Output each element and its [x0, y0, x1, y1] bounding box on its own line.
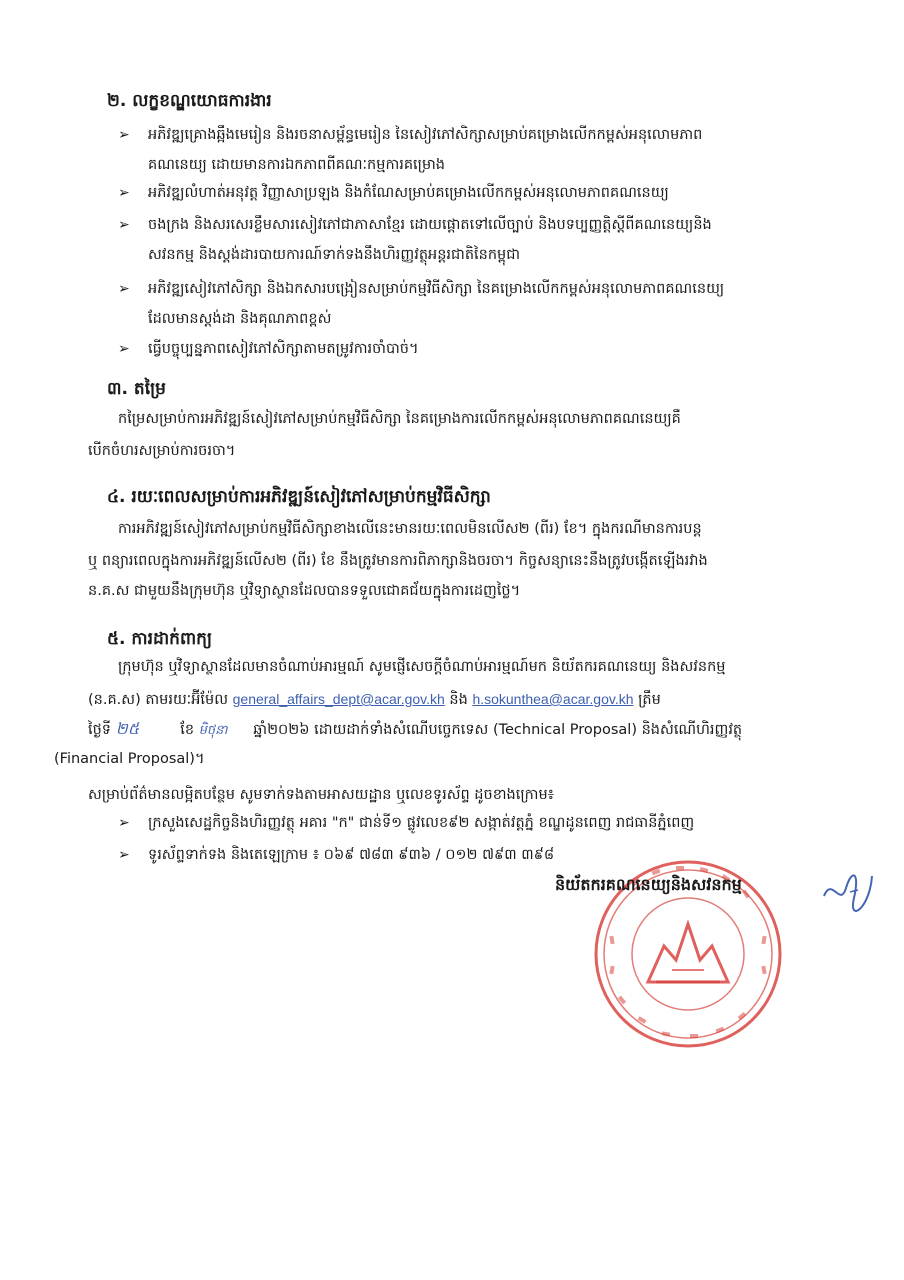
paragraph-text: ត្រឹម	[638, 692, 661, 708]
arrow-bullet-icon: ➢	[118, 217, 130, 233]
section-5-date-line	[88, 714, 858, 746]
list-item	[118, 120, 858, 180]
bullet-line: អភិវឌ្ឍសៀវភៅសិក្សា និងឯកសារបង្រៀនសម្រាប់កម្មវិធីសិក្សា នៃគម្រោងលើកកម្ពស់អនុលោមភាពគណនេយ្យ	[148, 281, 725, 297]
list-item	[118, 334, 858, 364]
arrow-bullet-icon: ➢	[118, 127, 130, 143]
list-item	[118, 274, 858, 334]
paragraph-text: ថ្ងៃទី	[88, 722, 112, 738]
bullet-line: ចងក្រង និងសរសេរខ្លឹមសារសៀវភៅជាភាសាខ្មែរ ដោយផ្តោតទៅលើច្បាប់ និងបទប្បញ្ញត្តិស្តីពីគណនេយ្យនិង	[148, 217, 712, 233]
paragraph-text: និង	[449, 692, 468, 708]
bullet-line: ដែលមានស្តង់ដា និងគុណភាពខ្ពស់	[148, 311, 332, 327]
arrow-bullet-icon: ➢	[118, 281, 130, 297]
paragraph-line: ន.គ.ស ជាមួយនឹងក្រុមហ៊ុន ឬវិទ្យាស្ថានដែលបានទទួលជោគជ័យក្នុងការដេញថ្លៃ។	[88, 583, 521, 599]
email-link-sokunthea[interactable]: h.sokunthea@acar.gov.kh	[472, 691, 634, 707]
section-5-paragraph	[118, 652, 868, 682]
section-4-paragraph	[118, 514, 868, 544]
paragraph-text: ឆ្នាំ២០២៦ ដោយដាក់ទាំងសំណើបច្ចេកទេស (Technical Proposal) និងសំណើហិរញ្ញវត្ថុ	[253, 722, 743, 738]
section-5-email-line	[88, 684, 858, 715]
paragraph-text: (Financial Proposal)។	[54, 751, 205, 767]
section-5-heading: ៥. ការដាក់ពាក្យ	[107, 629, 213, 649]
signatory-title: និយ័តករគណនេយ្យនិងសវនកម្ម	[555, 875, 742, 894]
arrow-bullet-icon: ➢	[118, 341, 130, 357]
section-3-paragraph	[118, 404, 868, 434]
paragraph-line: កម្រៃសម្រាប់ការអភិវឌ្ឍន៍សៀវភៅសម្រាប់កម្មវិធីសិក្សា នៃគម្រោងការលើកកម្ពស់អនុលោមភាពគណនេយ្យគឺ	[118, 411, 681, 427]
handwritten-day: ២៥	[115, 719, 140, 738]
bullet-line: សវនកម្ម និងស្តង់ដារបាយការណ៍ទាក់ទងនឹងហិរញ្ញវត្ថុអន្តរជាតិនៃកម្ពុជា	[148, 247, 521, 263]
section-3-paragraph-cont	[88, 436, 838, 466]
paragraph-line: បើកចំហរសម្រាប់ការចរចា។	[88, 443, 236, 459]
list-item	[118, 210, 858, 270]
arrow-bullet-icon: ➢	[118, 847, 130, 863]
handwritten-month: មិថុនា	[198, 723, 228, 738]
handwritten-signature-icon	[820, 868, 876, 912]
arrow-bullet-icon: ➢	[118, 815, 130, 831]
section-5-financial-line	[54, 744, 804, 774]
section-2-heading: ២. លក្ខខណ្ឌយោធការងារ	[107, 91, 272, 111]
paragraph-line: ក្រុមហ៊ុន ឬវិទ្យាស្ថានដែលមានចំណាប់អារម្មណ៍ សូមផ្ញើសេចក្តីចំណាប់អារម្មណ៍មក និយ័តករគណនេយ្យ និងសវនកម្ម	[118, 659, 726, 675]
email-link-general-affairs[interactable]: general_affairs_dept@acar.gov.kh	[232, 691, 445, 707]
section-4-heading: ៤. រយៈពេលសម្រាប់ការអភិវឌ្ឍន៍សៀវភៅសម្រាប់កម្មវិធីសិក្សា	[107, 487, 491, 507]
paragraph-text: (ន.គ.ស) តាមរយៈអ៊ីម៉ែល	[88, 692, 229, 708]
section-4-paragraph-cont	[88, 546, 858, 606]
bullet-line: គណនេយ្យ ដោយមានការឯកភាពពីគណៈកម្មការគម្រោង	[148, 157, 445, 173]
paragraph-text: ខែ	[180, 722, 195, 738]
list-item	[118, 808, 858, 838]
paragraph-text: សម្រាប់ព័ត៌មានលម្អិតបន្ថែម សូមទាក់ទងតាមអាសយដ្ឋាន ឬលេខទូរស័ព្ទ ដូចខាងក្រោម៖	[88, 787, 555, 803]
section-3-heading: ៣. តម្រៃ	[107, 379, 166, 399]
arrow-bullet-icon: ➢	[118, 185, 130, 201]
paragraph-line: ឬ ពន្យារពេលក្នុងការអភិវឌ្ឍន៍លើស២ (ពីរ) ខែ នឹងត្រូវមានការពិភាក្សានិងចរចា។ កិច្ចសន្យានេះនឹងត្រូវបង្កើតឡើងរវាង	[88, 553, 708, 569]
contact-address: ក្រសួងសេដ្ឋកិច្ចនិងហិរញ្ញវត្ថុ អគារ "ក" ជាន់ទី១ ផ្លូវលេខ៩២ សង្កាត់វត្តភ្នំ ខណ្ឌដូនពេញ រាជធានីភ្នំពេញ	[148, 815, 695, 831]
list-item	[118, 178, 858, 208]
contact-intro	[88, 780, 838, 810]
paragraph-line: ការអភិវឌ្ឍន៍សៀវភៅសម្រាប់កម្មវិធីសិក្សាខាងលើនេះមានរយៈពេលមិនលើស២ (ពីរ) ខែ។ ក្នុងករណីមានការបន្ត	[118, 521, 702, 537]
bullet-line: អភិវឌ្ឍគ្រោងឆ្អឹងមេរៀន និងរចនាសម្ព័ន្ធមេរៀន នៃសៀវភៅសិក្សាសម្រាប់គម្រោងលើកកម្ពស់អនុលោមភាព	[148, 127, 703, 143]
contact-phone: ទូរស័ព្ទទាក់ទង និងតេឡេក្រាម ៖ ០៦៩ ៧៨៣ ៩៣៦ / ០១២ ៧៩៣ ៣៩៨	[148, 847, 555, 863]
bullet-line: អភិវឌ្ឍលំហាត់អនុវត្ត វិញ្ញាសាប្រឡង និងកំណែសម្រាប់គម្រោងលើកកម្ពស់អនុលោមភាពគណនេយ្យ	[148, 185, 669, 201]
bullet-line: ធ្វើបច្ចុប្បន្នភាពសៀវភៅសិក្សាតាមតម្រូវការចាំបាច់។	[148, 341, 419, 357]
